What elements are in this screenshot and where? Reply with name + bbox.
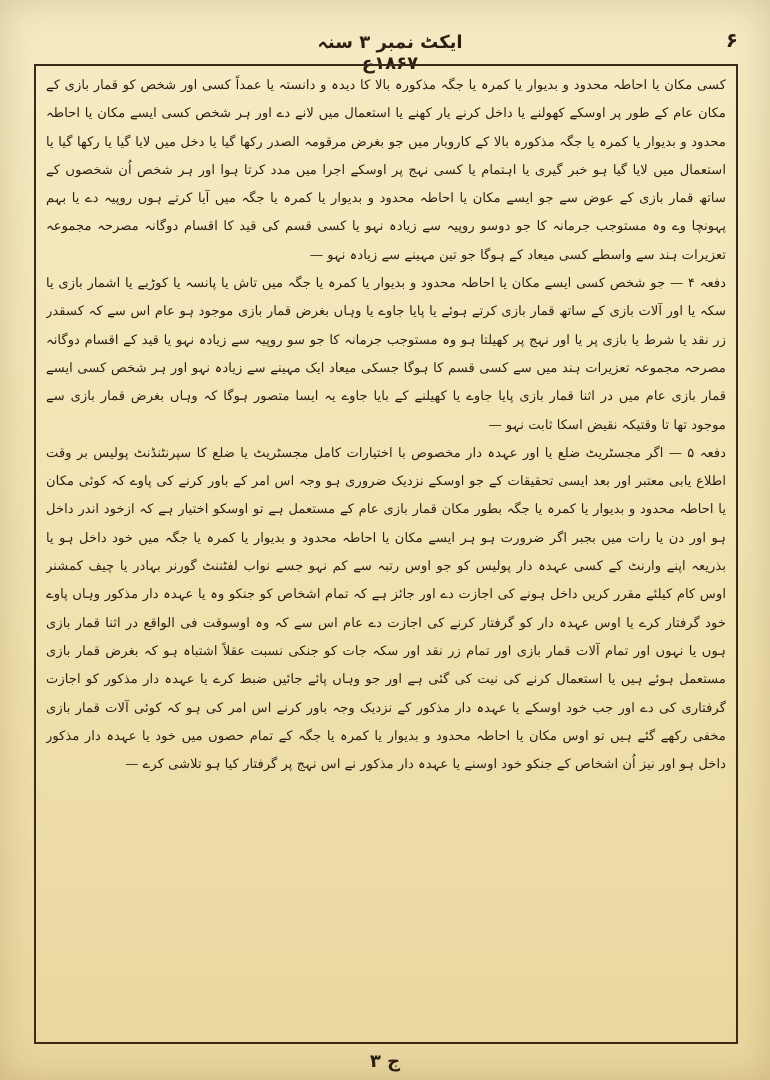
document-body xyxy=(46,72,726,1034)
paragraph-section-5: دفعہ ۵ — اگر مجسٹریٹ ضلع یا اور عہدہ دار مخصوص با اختیارات کامل مجسٹریٹ یا ضلع کا سپرنٹنڈنٹ پولیس بر وقت اطلاع یابی معتبر اور بعد ایسی تحقیقات کے جو اوسکے نزدیک ضروری ہو وجہ اس امر کے باور کرنے کی پاوے کہ کوئی مکان یا احاطہ محدود و بدیوار یا کمرہ یا جگہ بطور مکان قمار بازی عام کے مستعمل ہے تو اوسکو اختیار ہے کہ ازخود اندر داخل ہو اور دن یا رات میں بجبر اگر ضرورت ہو ہر ایسے مکان یا احاطہ محدود و بدیوار یا کمرہ یا جگہ میں خود داخل ہو یا بذریعہ اپنے وارنٹ کے کسی عہدہ دار پولیس کو جو اوس رتبہ سے کم نہو جسے نواب لفٹننٹ گورنر بہادر یا چیف کمشنر اوس کام کیلئے مقرر کریں داخل ہونے کی اجازت دے اور جائز ہے کہ تمام اشخاص کو جنکو وہ یا عہدہ دار مذکور وہاں پاوے خود گرفتار کرے یا اوس عہدہ دار کو گرفتار کرنے کی اجازت دے عام اس سے کہ وہ اوسوقت فی الواقع در اثنا قمار بازی ہوں یا نہوں اور تمام آلات قمار بازی اور تمام زر نقد اور سکہ جات کو جنکی نسبت عقلاً اشتباہ ہو کہ بغرض قمار بازی مستعمل ہوئے ہیں یا استعمال کرنے کی نیت کی گئی ہے اور جو وہاں پائے جائیں ضبط کرے یا عہدہ دار مذکور کو اجازت گرفتاری کی دے اور جب خود اوسکے یا عہدہ دار مذکور کے نزدیک وجہ باور کرنے اس امر کی ہو کہ کوئی آلات قمار بازی مخفی رکھے گئے ہیں تو اوس مکان یا احاطہ محدود و بدیوار یا کمرہ یا جگہ کے تمام حصوں میں خود یا عہدہ دار مذکور داخل ہو اور نیز اُن اشخاص کے جنکو خود اوسنے یا عہدہ دار مذکور نے اس نہج پر گرفتار کیا ہو تلاشی کرے — xyxy=(46,445,726,773)
paragraph-section-4: دفعہ ۴ — جو شخص کسی ایسے مکان یا احاطہ محدود و بدیوار یا کمرہ یا جگہ میں تاش یا پانسہ یا کوڑیے یا اشمار بازی یا سکہ یا اور آلات بازی کے ساتھ قمار بازی کرتے ہوئے یا پایا جاوے یا وہاں بغرض قمار بازی موجود ہو عام اس سے کہ کسقدر زر نقد یا شرط یا بازی پر یا اور نہج پر کھیلتا ہو وہ مستوجب جرمانہ کا جو سو روپیہ سے زیادہ نہو یا قید کے اقسام دوگانہ مصرحہ مجموعہ تعزیرات ہند میں سے کسی قسم کا ہوگا جسکی میعاد ایک مہینے سے زیادہ نہو اور ہر شخص کسی ایسے قمار بازی عام میں در اثنا قمار بازی پایا جاوے یا کھیلنے کے بایا جاوے یہ ایسا متصور ہوگا کہ وہاں بغرض قمار بازی سے موجود تھا تا وقتیکہ نقیض اسکا ثابت نہو — xyxy=(46,276,726,433)
page-title: ایکٹ نمبر ۳ سنہ ۱۸۶۷ع xyxy=(317,32,463,74)
paragraph-section-3-continued: کسی مکان یا احاطہ محدود و بدیوار یا کمرہ یا جگہ مذکورہ بالا کا دیدہ و دانستہ یا عمداً کسی اور شخص کو قمار بازی کے مکان عام کے طور پر اوسکے کھولنے یا داخل کرنے یار کھنے یا استعمال میں لانے دے اور ہر شخص کسی ایسے مکان یا احاطہ محدود و بدیوار یا کمرہ یا جگہ مذکورہ بالا کے کاروبار میں جو بغرض مرقومہ الصدر رکھا گیا یا دخل میں لایا گیا یا رکھا گیا یا استعمال میں لایا گیا ہو خبر گیری یا اہتمام یا کسی نہج پر اوسکے اجرا میں مدد کرتا ہوا اور ہر شخص اُن شخصوں کے ساتھ قمار بازی کے عوض سے جو ایسے مکان یا احاطہ محدود و بدیوار یا کمرہ یا جگہ میں آیا کرتے ہوں روپیہ دے یا بہم پہونچا وے وہ مستوجب جرمانہ کا جو دوسو روپیہ سے زیادہ نہو یا کسی قسم کی قید کا اقسام دوگانہ مصرحہ مجموعہ تعزیرات ہند سے واسطے کسی میعاد کے ہوگا جو تین مہینے سے زیادہ نہو — xyxy=(46,78,726,263)
footer-signature-mark: ج ۳ xyxy=(369,1051,401,1072)
page-header xyxy=(0,14,770,74)
page-number: ۶ xyxy=(725,28,738,52)
